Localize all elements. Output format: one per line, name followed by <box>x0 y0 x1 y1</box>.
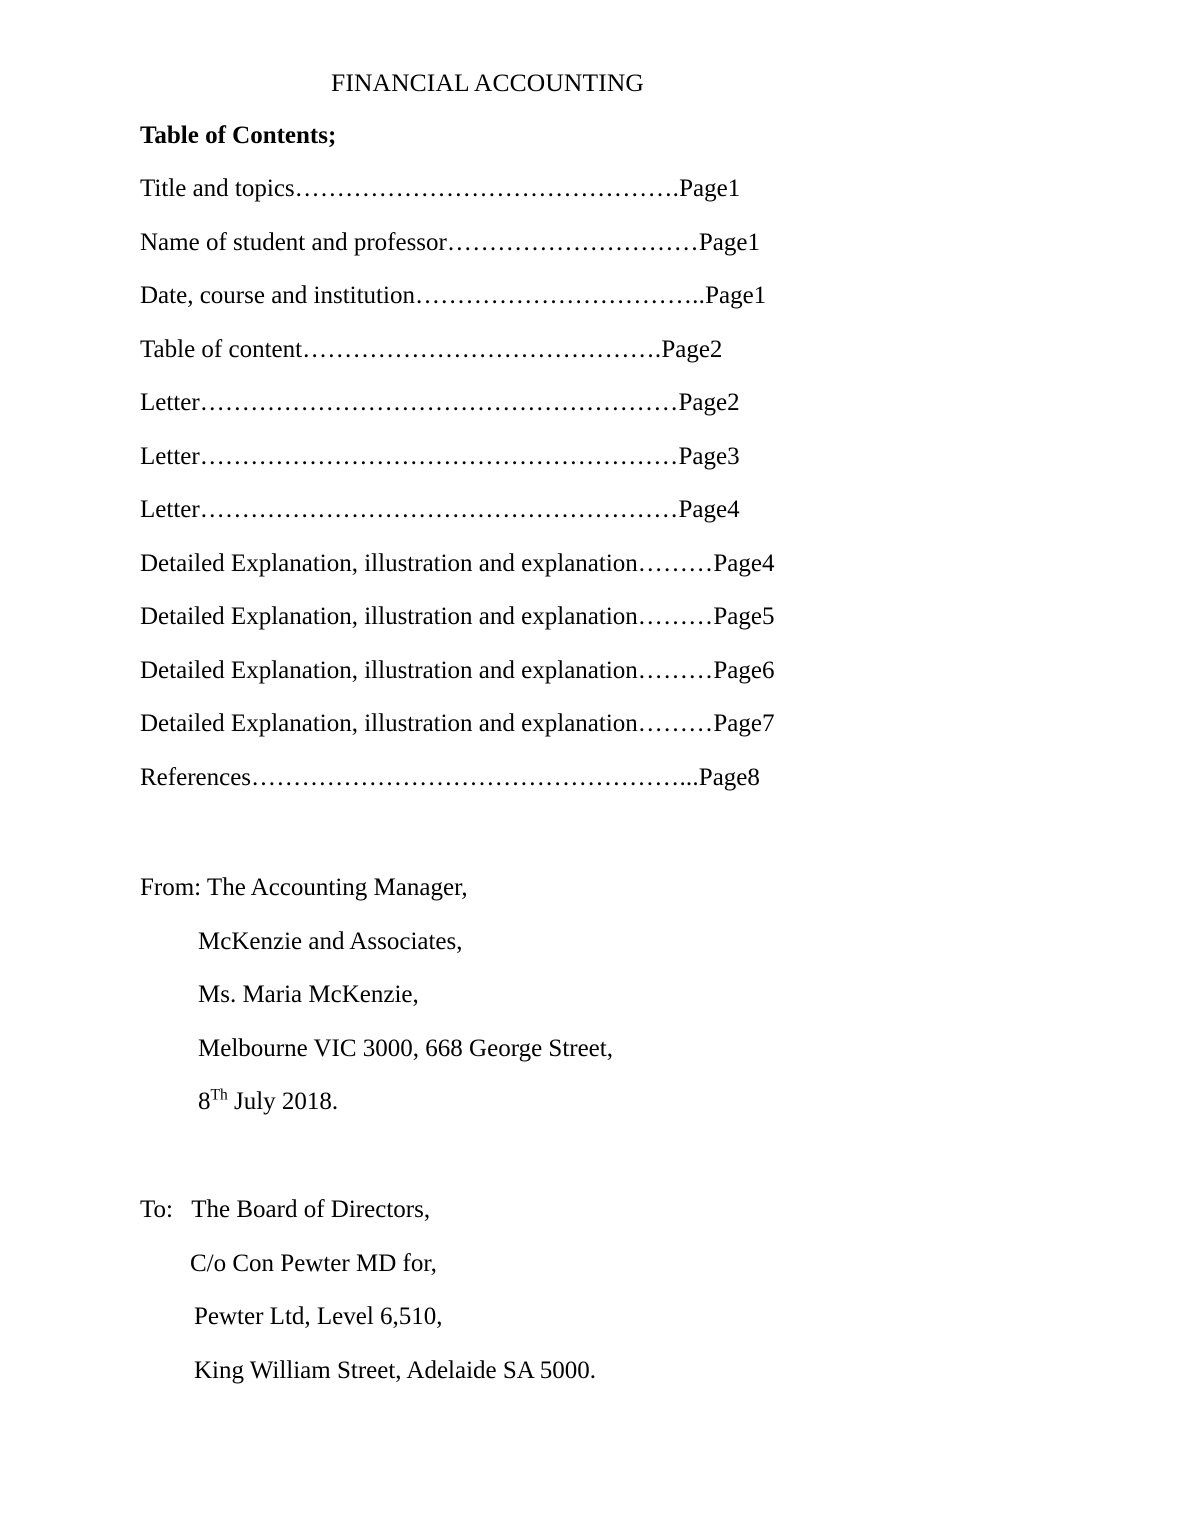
toc-entry <box>140 228 1040 282</box>
toc-entry-leader: ………………………………………………… <box>199 389 679 416</box>
toc-entry-leader: ………………………………………. <box>294 175 680 202</box>
toc-entry-leader: ………………………………………………… <box>199 496 679 523</box>
date-rest: July 2018. <box>227 1088 339 1115</box>
toc-entry-page: Page3 <box>678 442 740 470</box>
toc-entry-leader: ……………………………………. <box>302 335 662 363</box>
toc-entry-label: Letter <box>140 496 200 523</box>
toc-entry-label: Detailed Explanation, illustration and explanation <box>140 603 638 630</box>
toc-entry <box>140 602 1040 656</box>
toc-entry <box>140 709 1040 763</box>
toc-entry-leader: ……… <box>637 549 714 577</box>
toc-entry-page: Page7 <box>713 710 775 737</box>
toc-entry <box>140 656 1040 710</box>
toc-entry <box>140 495 1040 549</box>
toc-entry-page: Page2 <box>678 389 740 416</box>
toc-entry-label: Detailed Explanation, illustration and explanation <box>140 549 638 577</box>
toc-entry <box>140 174 1040 228</box>
toc-entry <box>140 442 1040 496</box>
toc-entry-label: Date, course and institution <box>140 282 415 309</box>
toc-entry-page: Page1 <box>705 282 767 309</box>
toc-entry <box>140 281 1040 335</box>
toc-entry <box>140 549 1040 603</box>
toc-entry-page: Page4 <box>678 496 740 523</box>
toc-entry-label: Letter <box>140 442 200 470</box>
sender-line-name: Ms. Maria McKenzie, <box>198 981 419 1008</box>
table-of-contents-list <box>140 174 1040 816</box>
recipient-line-company: Pewter Ltd, Level 6,510, <box>194 1303 443 1330</box>
page-title: FINANCIAL ACCOUNTING <box>330 68 644 97</box>
toc-entry-page: Page5 <box>713 603 775 630</box>
toc-entry-page: Page1 <box>679 175 741 202</box>
sender-line-role: From: The Accounting Manager, <box>140 874 468 901</box>
recipient-line-careof: C/o Con Pewter MD for, <box>190 1249 437 1277</box>
date-ordinal-suffix: Th <box>210 1086 228 1104</box>
table-of-contents-heading: Table of Contents; <box>140 122 337 149</box>
toc-entry-page: Page1 <box>698 228 760 256</box>
toc-entry-leader: ………………………………………………… <box>199 442 679 470</box>
toc-entry-page: Page8 <box>698 763 760 791</box>
toc-entry-label: Table of content <box>140 335 303 363</box>
toc-entry <box>140 388 1040 442</box>
toc-entry-label: References <box>140 763 252 791</box>
toc-entry-leader: ………………………… <box>446 228 699 256</box>
toc-entry-label: Letter <box>140 389 200 416</box>
toc-entry-leader: ……………………………………………... <box>251 763 699 791</box>
toc-entry-page: Page6 <box>713 656 775 684</box>
sender-address-block <box>140 873 1040 1141</box>
date-day: 8 <box>198 1088 211 1115</box>
sender-line-address: Melbourne VIC 3000, 668 George Street, <box>198 1034 613 1062</box>
toc-entry-label: Detailed Explanation, illustration and explanation <box>140 656 638 684</box>
toc-entry <box>140 763 1040 817</box>
toc-entry-label: Detailed Explanation, illustration and explanation <box>140 710 638 737</box>
recipient-line-role: To: The Board of Directors, <box>140 1196 431 1223</box>
toc-entry-label: Title and topics <box>140 175 295 202</box>
toc-entry-leader: ……… <box>637 710 714 737</box>
recipient-line-address: King William Street, Adelaide SA 5000. <box>194 1356 596 1384</box>
toc-entry-label: Name of student and professor <box>140 228 447 256</box>
toc-entry-page: Page4 <box>713 549 775 577</box>
sender-line-company: McKenzie and Associates, <box>198 927 463 955</box>
toc-entry-page: Page2 <box>661 335 723 363</box>
recipient-address-block <box>140 1195 1040 1409</box>
toc-entry-leader: ……… <box>637 603 714 630</box>
toc-entry-leader: …………………………….. <box>414 282 706 309</box>
toc-entry-leader: ……… <box>637 656 714 684</box>
sender-line-date <box>140 1087 1040 1141</box>
toc-entry <box>140 335 1040 389</box>
